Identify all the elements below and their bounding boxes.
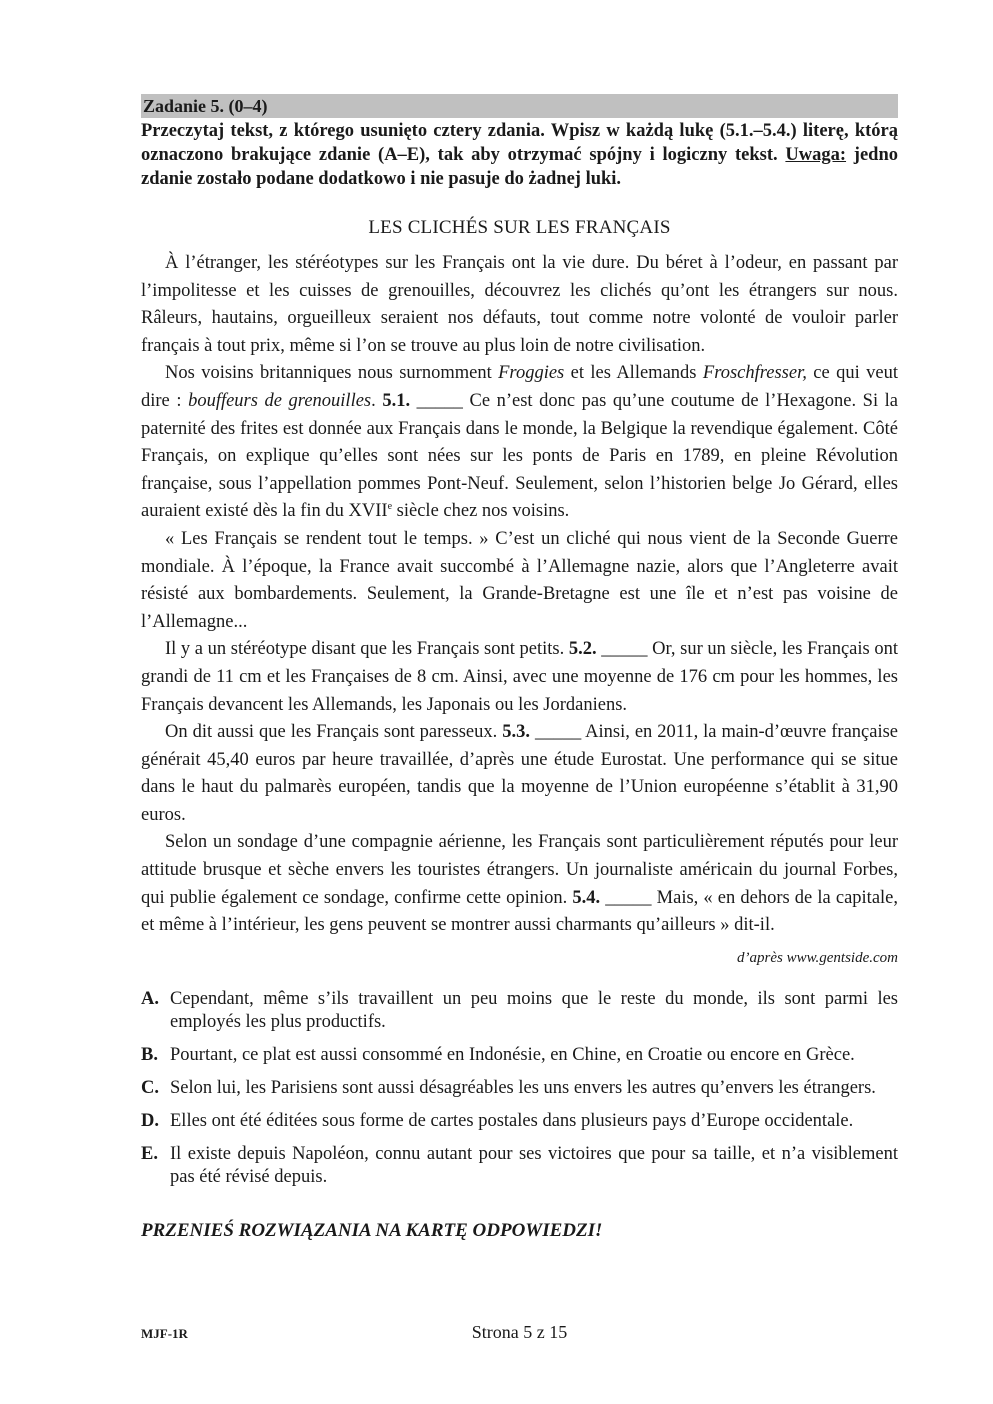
note-label: Uwaga: (785, 145, 847, 165)
option-b: B. Pourtant, ce plat est aussi consommé en Indonésie, en Chine, en Croatie ou encore en Grèce. (141, 1044, 855, 1065)
gap-5-3[interactable]: 5.3. (502, 722, 530, 743)
exam-page (141, 94, 898, 1243)
paragraph-5: On dit aussi que les Français sont paresseux. 5.3. _____ Ainsi, en 2011, la main-d’œuvre française générait 45,40 euros par heure travaillée, d’après une étude Eurostat. Une performance qui se situe dans le haut du palmarès européen, tandis que la moyenne de l’Union européenne s’établit à 31,90 euros. (141, 722, 899, 825)
task-header: Zadanie 5. (0–4) (141, 94, 898, 118)
paragraph-2: Nos voisins britanniques nous surnomment Froggies et les Allemands Froschfresser, ce qui veut dire : bouffeurs de grenouilles. 5.1. _____ Ce n’est donc pas qu’une coutume de l’Hexagone. Si la paternité des frites est donnée aux Français dans le monde, la Belgique la revendique également. Côté Français, on explique qu’elles sont nées sur les ponts de Paris en 1789, en pleine Révolution française, sous l’appellation pommes Pont-Neuf. Seulement, selon l’historien belge Jo Gérard, elles auraient existé dès la fin du XVIIe siècle chez nos voisins. (141, 363, 899, 522)
option-e: E. Il existe depuis Napoléon, connu autant pour ses victoires que pour sa taille, et n’a visiblement pas été révisé depuis. (141, 1143, 898, 1187)
paragraph-6: Selon un sondage d’une compagnie aérienne, les Français sont particulièrement réputés pour leur attitude brusque et sèche envers les touristes étrangers. Un journaliste américain du journal Forbes, qui publie également ce sondage, confirme cette opinion. 5.4. _____ Mais, « en dehors de la capitale, et même à l’intérieur, les gens peuvent se montrer aussi charmants qu’ailleurs » dit-il. (141, 832, 899, 936)
source-citation: d’après www.gentside.com (737, 949, 898, 966)
paragraph-3: « Les Français se rendent tout le temps. » C’est un cliché qui nous vient de la Seconde Guerre mondiale. À l’époque, la France avait succombé à l’Allemagne nazie, alors que l’Angleterre avait résisté aux bombardements. Seulement, la Grande-Bretagne est une île et n’est pas voisine de l’Allemagne... (141, 528, 898, 632)
note-text: jedno zdanie zostało podane dodatkowo i nie pasuje do żadnej luki. (141, 145, 899, 189)
paragraph-4: Il y a un stéréotype disant que les Français sont petits. 5.2. _____ Or, sur un siècle, les Français ont grandi de 11 cm et les Françaises de 8 cm. Ainsi, avec une moyenne de 176 cm pour les hommes, les Français devancent les Allemands, les Japonais ou les Jordaniens. (141, 639, 898, 715)
option-c: C. Selon lui, les Parisiens sont aussi désagréables les uns envers les autres qu’envers les étrangers. (141, 1077, 876, 1098)
page-footer (141, 1322, 898, 1346)
instruction-main: Przeczytaj tekst, z którego usunięto cztery zdania. Wpisz w każdą lukę (5.1.–5.4.) literę, którą oznaczono brakujące zdanie (A–E), tak aby otrzymać spójny i logiczny tekst. (141, 121, 898, 165)
exam-code: MJF-1R (141, 1326, 188, 1341)
gap-5-1[interactable]: 5.1. (382, 390, 411, 411)
task-instruction (141, 119, 898, 191)
answer-options (141, 988, 898, 1189)
transfer-answers-note: PRZENIEŚ ROZWIĄZANIA NA KARTĘ ODPOWIEDZI! (141, 1219, 603, 1241)
paragraph-1: À l’étranger, les stéréotypes sur les Français ont la vie dure. Du béret à l’odeur, en passant par l’impolitesse et les cuisses de grenouilles, découvrez les clichés qu’ont les étrangers sur nous. Râleurs, hautains, orgueilleux seraient nos défauts, tout comme notre volonté de vouloir parler français à tout prix, même si l’on se trouve au plus loin de notre civilisation. (141, 253, 898, 356)
gap-5-4[interactable]: 5.4. (572, 887, 601, 908)
page-number: Strona 5 z 15 (471, 1322, 568, 1342)
gap-5-2[interactable]: 5.2. (568, 639, 597, 660)
option-a: A. Cependant, même s’ils travaillent un peu moins que le reste du monde, ils sont parmi les employés les plus productifs. (141, 988, 898, 1032)
article-body (141, 250, 898, 940)
article-title: LES CLICHÉS SUR LES FRANÇAIS (368, 217, 671, 238)
option-d: D. Elles ont été éditées sous forme de cartes postales dans plusieurs pays d’Europe occidentale. (141, 1110, 854, 1131)
